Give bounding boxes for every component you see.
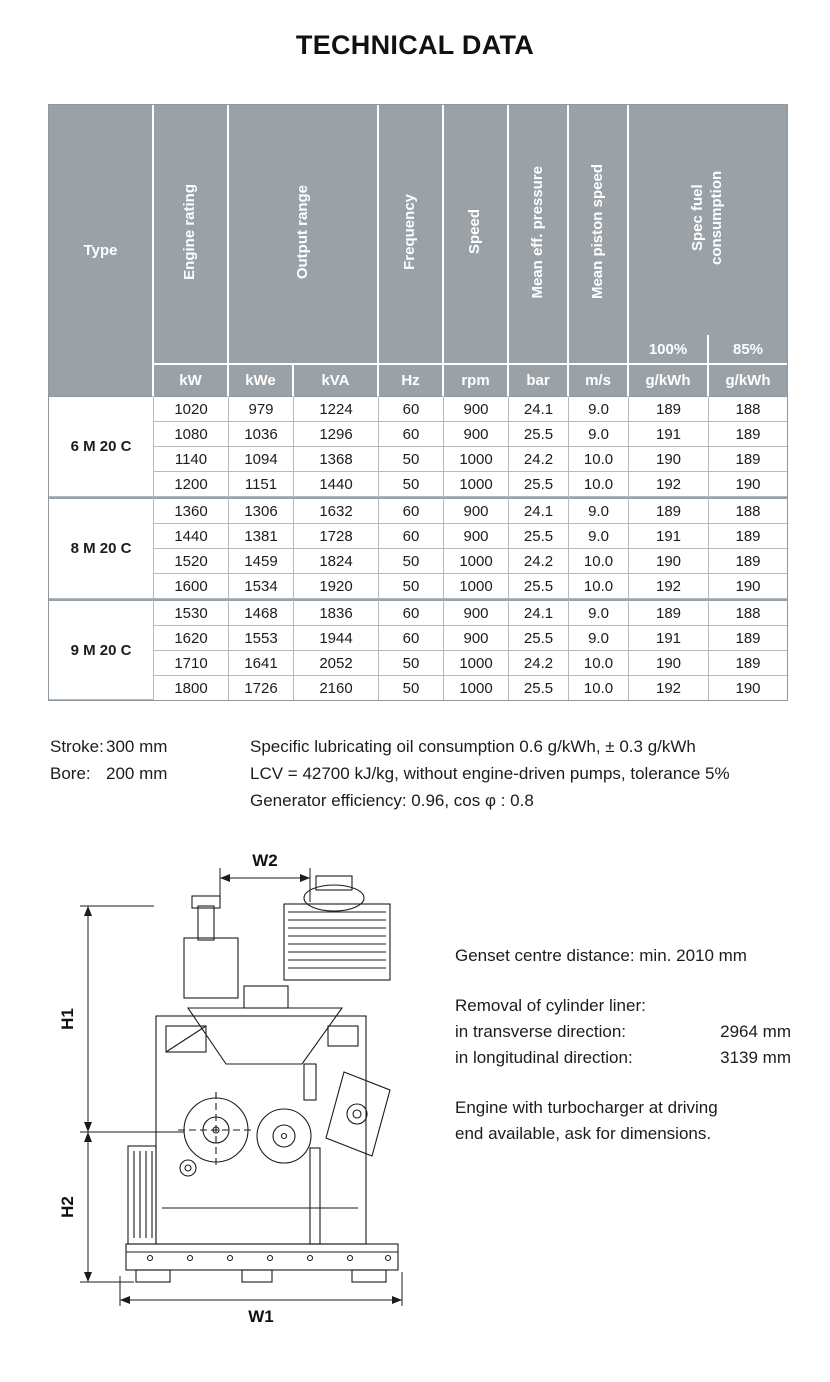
table-row xyxy=(49,599,787,626)
value-cell: 1920 xyxy=(294,574,379,599)
value-cell: 191 xyxy=(629,422,709,447)
value-cell: 1440 xyxy=(154,524,229,549)
spec-table-body xyxy=(49,397,787,700)
units-row xyxy=(49,365,787,397)
dimension-labels xyxy=(58,851,278,1326)
value-cell: 1000 xyxy=(444,651,509,676)
value-cell: 1306 xyxy=(229,497,294,524)
value-cell: 900 xyxy=(444,397,509,422)
value-cell: 1728 xyxy=(294,524,379,549)
unit-ms: m/s xyxy=(569,365,629,397)
col-header-type: Type xyxy=(49,105,154,397)
note-lcv: LCV = 42700 kJ/kg, without engine-driven pumps, tolerance 5% xyxy=(250,764,730,783)
bore-row xyxy=(50,760,167,787)
value-cell: 24.2 xyxy=(509,447,569,472)
value-cell: 1000 xyxy=(444,447,509,472)
transverse-label: in transverse direction: xyxy=(455,1022,627,1041)
table-row xyxy=(49,472,787,497)
unit-kwe: kWe xyxy=(229,365,294,397)
value-cell: 10.0 xyxy=(569,549,629,574)
value-cell: 24.1 xyxy=(509,497,569,524)
value-cell: 189 xyxy=(629,599,709,626)
mean-eff-pressure-label: Mean eff. pressure xyxy=(528,165,546,299)
table-row xyxy=(49,397,787,422)
value-cell: 1440 xyxy=(294,472,379,497)
value-cell: 1360 xyxy=(154,497,229,524)
value-cell: 50 xyxy=(379,676,444,700)
value-cell: 1368 xyxy=(294,447,379,472)
value-cell: 25.5 xyxy=(509,524,569,549)
table-row xyxy=(49,422,787,447)
table-row xyxy=(49,524,787,549)
longitudinal-label: in longitudinal direction: xyxy=(455,1048,633,1067)
value-cell: 1036 xyxy=(229,422,294,447)
value-cell: 192 xyxy=(629,676,709,700)
value-cell: 10.0 xyxy=(569,574,629,599)
value-cell: 189 xyxy=(709,549,787,574)
value-cell: 1020 xyxy=(154,397,229,422)
spec-fuel-label: Spec fuel consumption xyxy=(689,170,725,266)
value-cell: 24.1 xyxy=(509,397,569,422)
dim-label-w1: W1 xyxy=(248,1307,274,1326)
value-cell: 50 xyxy=(379,472,444,497)
value-cell: 50 xyxy=(379,447,444,472)
mean-piston-speed-label: Mean piston speed xyxy=(588,164,606,300)
value-cell: 190 xyxy=(629,549,709,574)
value-cell: 2052 xyxy=(294,651,379,676)
col-header-mean-eff-pressure xyxy=(509,105,569,365)
spacer xyxy=(455,1071,791,1095)
value-cell: 900 xyxy=(444,422,509,447)
bore-value: 200 mm xyxy=(106,764,168,783)
value-cell: 1726 xyxy=(229,676,294,700)
value-cell: 10.0 xyxy=(569,447,629,472)
value-cell: 10.0 xyxy=(569,676,629,700)
value-cell: 24.2 xyxy=(509,651,569,676)
value-cell: 900 xyxy=(444,599,509,626)
stroke-value: 300 mm xyxy=(106,737,168,756)
value-cell: 1381 xyxy=(229,524,294,549)
value-cell: 60 xyxy=(379,626,444,651)
removal-title: Removal of cylinder liner: xyxy=(455,996,646,1015)
value-cell: 1000 xyxy=(444,472,509,497)
col-header-spec-fuel xyxy=(629,105,787,335)
engine-type-cell: 6 M 20 C xyxy=(49,397,154,497)
value-cell: 1824 xyxy=(294,549,379,574)
value-cell: 1632 xyxy=(294,497,379,524)
value-cell: 1620 xyxy=(154,626,229,651)
value-cell: 1459 xyxy=(229,549,294,574)
value-cell: 1000 xyxy=(444,574,509,599)
speed-label: Speed xyxy=(466,209,484,255)
value-cell: 1140 xyxy=(154,447,229,472)
value-cell: 190 xyxy=(709,574,787,599)
value-cell: 190 xyxy=(709,676,787,700)
dim-label-h1: H1 xyxy=(58,1008,77,1030)
value-cell: 1944 xyxy=(294,626,379,651)
value-cell: 1296 xyxy=(294,422,379,447)
unit-rpm: rpm xyxy=(444,365,509,397)
transverse-row xyxy=(455,1019,791,1045)
value-cell: 1600 xyxy=(154,574,229,599)
value-cell: 25.5 xyxy=(509,472,569,497)
value-cell: 189 xyxy=(709,626,787,651)
value-cell: 900 xyxy=(444,524,509,549)
col-header-engine-rating xyxy=(154,105,229,365)
value-cell: 1553 xyxy=(229,626,294,651)
value-cell: 1534 xyxy=(229,574,294,599)
value-cell: 60 xyxy=(379,497,444,524)
transverse-value: 2964 mm xyxy=(720,1022,791,1041)
value-cell: 60 xyxy=(379,524,444,549)
engine-rating-label: Engine rating xyxy=(181,184,199,280)
value-cell: 189 xyxy=(709,524,787,549)
value-cell: 1836 xyxy=(294,599,379,626)
col-header-load-85: 85% xyxy=(709,335,787,365)
value-cell: 50 xyxy=(379,651,444,676)
value-cell: 1710 xyxy=(154,651,229,676)
value-cell: 1000 xyxy=(444,549,509,574)
unit-kw: kW xyxy=(154,365,229,397)
value-cell: 190 xyxy=(709,472,787,497)
value-cell: 9.0 xyxy=(569,497,629,524)
engine-outline xyxy=(126,876,398,1282)
col-header-speed xyxy=(444,105,509,365)
value-cell: 10.0 xyxy=(569,472,629,497)
value-cell: 50 xyxy=(379,549,444,574)
engine-dimension-drawing xyxy=(58,848,450,1328)
stroke-bore-notes xyxy=(50,733,167,787)
value-cell: 192 xyxy=(629,574,709,599)
value-cell: 191 xyxy=(629,524,709,549)
value-cell: 1530 xyxy=(154,599,229,626)
frequency-label: Frequency xyxy=(401,194,419,270)
value-cell: 1094 xyxy=(229,447,294,472)
value-cell: 25.5 xyxy=(509,626,569,651)
value-cell: 60 xyxy=(379,422,444,447)
value-cell: 10.0 xyxy=(569,651,629,676)
value-cell: 188 xyxy=(709,599,787,626)
value-cell: 25.5 xyxy=(509,574,569,599)
table-row xyxy=(49,676,787,700)
unit-gkwh-100: g/kWh xyxy=(629,365,709,397)
dim-label-h2: H2 xyxy=(58,1196,77,1218)
value-cell: 189 xyxy=(709,422,787,447)
value-cell: 2160 xyxy=(294,676,379,700)
value-cell: 189 xyxy=(629,397,709,422)
value-cell: 189 xyxy=(629,497,709,524)
value-cell: 1000 xyxy=(444,676,509,700)
value-cell: 900 xyxy=(444,626,509,651)
value-cell: 9.0 xyxy=(569,626,629,651)
value-cell: 188 xyxy=(709,397,787,422)
value-cell: 1520 xyxy=(154,549,229,574)
value-cell: 9.0 xyxy=(569,524,629,549)
dimension-arrows xyxy=(84,874,402,1304)
engine-type-cell: 8 M 20 C xyxy=(49,497,154,599)
page-title: TECHNICAL DATA xyxy=(295,30,535,60)
spacer xyxy=(455,969,791,993)
dim-label-w2: W2 xyxy=(252,851,278,870)
general-notes xyxy=(250,733,786,814)
bore-label: Bore: xyxy=(50,764,91,783)
value-cell: 25.5 xyxy=(509,422,569,447)
value-cell: 188 xyxy=(709,497,787,524)
value-cell: 9.0 xyxy=(569,397,629,422)
value-cell: 1200 xyxy=(154,472,229,497)
col-header-frequency xyxy=(379,105,444,365)
spec-table xyxy=(48,104,788,701)
col-header-load-100: 100% xyxy=(629,335,709,365)
value-cell: 60 xyxy=(379,397,444,422)
longitudinal-value: 3139 mm xyxy=(720,1048,791,1067)
engine-type-cell: 9 M 20 C xyxy=(49,599,154,700)
spec-table-grid xyxy=(49,105,787,700)
col-header-mean-piston-speed xyxy=(569,105,629,365)
table-row xyxy=(49,549,787,574)
value-cell: 9.0 xyxy=(569,599,629,626)
value-cell: 50 xyxy=(379,574,444,599)
table-row xyxy=(49,574,787,599)
value-cell: 191 xyxy=(629,626,709,651)
turbo-note-line1: Engine with turbocharger at driving xyxy=(455,1098,718,1117)
value-cell: 900 xyxy=(444,497,509,524)
output-range-label: Output range xyxy=(293,184,311,280)
stroke-label: Stroke: xyxy=(50,737,104,756)
value-cell: 979 xyxy=(229,397,294,422)
longitudinal-row xyxy=(455,1045,791,1071)
unit-hz: Hz xyxy=(379,365,444,397)
table-row xyxy=(49,497,787,524)
value-cell: 190 xyxy=(629,651,709,676)
turbo-note-line2: end available, ask for dimensions. xyxy=(455,1124,712,1143)
dimension-info xyxy=(455,943,791,1147)
table-row xyxy=(49,626,787,651)
genset-distance-line: Genset centre distance: min. 2010 mm xyxy=(455,946,747,965)
value-cell: 1800 xyxy=(154,676,229,700)
value-cell: 1080 xyxy=(154,422,229,447)
value-cell: 60 xyxy=(379,599,444,626)
unit-bar: bar xyxy=(509,365,569,397)
value-cell: 189 xyxy=(709,651,787,676)
note-generator-efficiency: Generator efficiency: 0.96, cos φ : 0.8 xyxy=(250,791,534,810)
table-row xyxy=(49,447,787,472)
value-cell: 1224 xyxy=(294,397,379,422)
value-cell: 192 xyxy=(629,472,709,497)
value-cell: 24.1 xyxy=(509,599,569,626)
value-cell: 190 xyxy=(629,447,709,472)
unit-kva: kVA xyxy=(294,365,379,397)
engine-drawing xyxy=(58,848,450,1328)
stroke-row xyxy=(50,733,167,760)
note-oil-consumption: Specific lubricating oil consumption 0.6 g/kWh, ± 0.3 g/kWh xyxy=(250,737,696,756)
value-cell: 9.0 xyxy=(569,422,629,447)
value-cell: 24.2 xyxy=(509,549,569,574)
value-cell: 1641 xyxy=(229,651,294,676)
value-cell: 189 xyxy=(709,447,787,472)
unit-gkwh-85: g/kWh xyxy=(709,365,787,397)
value-cell: 1151 xyxy=(229,472,294,497)
value-cell: 25.5 xyxy=(509,676,569,700)
value-cell: 1468 xyxy=(229,599,294,626)
col-header-output-range xyxy=(229,105,379,365)
table-row xyxy=(49,651,787,676)
